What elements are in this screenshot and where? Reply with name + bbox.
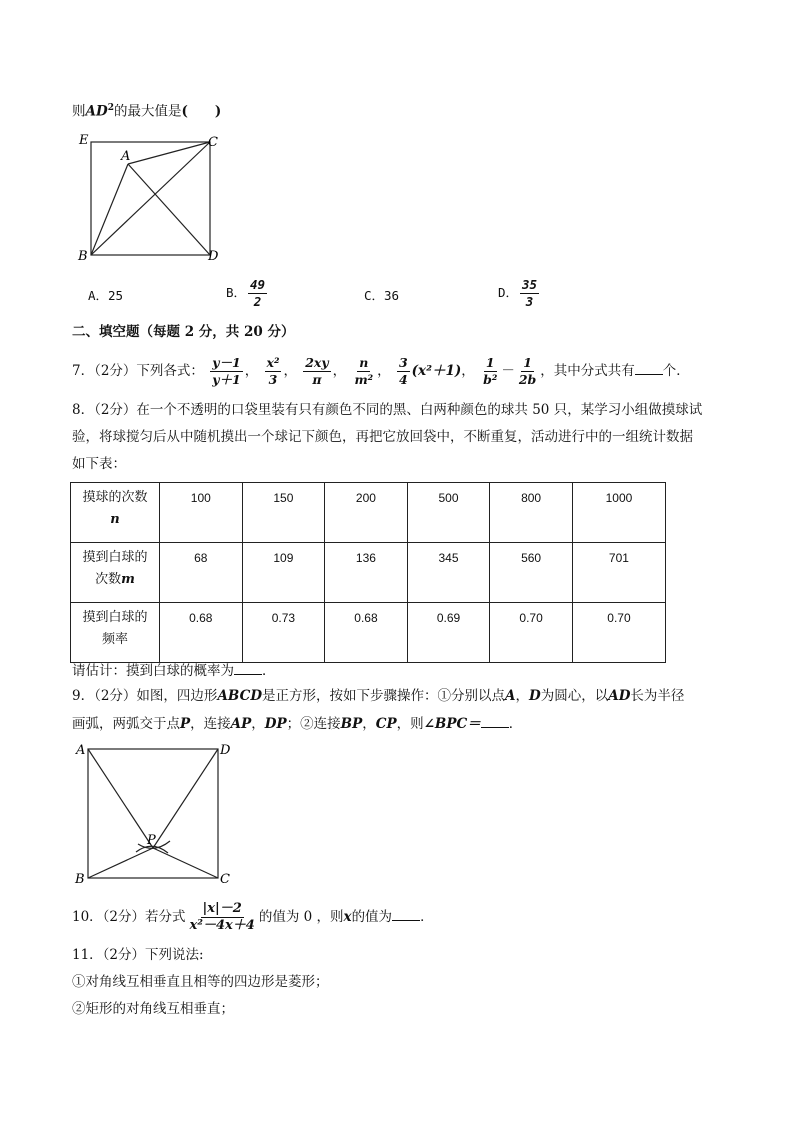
q6-stem-var: AD [85, 103, 108, 120]
table-cell: 150 [242, 483, 325, 543]
q9-line1: 9．（2分）如图，四边形ABCD是正方形，按如下步骤操作：①分别以点A，D为圆心，以AD长为半径 [72, 688, 685, 704]
q6-label-b: B [78, 249, 88, 264]
q7-fraction-1: $\frac{y-1}{y+1}$ [212, 355, 241, 387]
q8-row3-head: 摸到白球的 频率 [71, 603, 160, 663]
q11-item2: ②矩形的对角线互相垂直； [72, 1001, 234, 1017]
q7-fraction-4: $\frac{n}{\text{m²}}$ [354, 355, 374, 387]
q9-answer-blank[interactable] [481, 713, 509, 728]
q6-figure [72, 128, 232, 268]
q6-option-a: A．25 [88, 288, 124, 303]
table-cell: 1000 [572, 483, 665, 543]
q6-option-d: D． $\frac{35}{3}$ [498, 277, 538, 309]
table-cell: 0.69 [407, 603, 490, 663]
q9-label-c: C [220, 872, 230, 886]
q9-label-b: B [75, 872, 85, 886]
q8-answer-blank[interactable] [234, 660, 262, 675]
table-row [71, 543, 666, 603]
q8-row2-head: 摸到白球的 次数m [71, 543, 160, 603]
q9-figure [72, 740, 242, 886]
q9-label-p: P [147, 833, 156, 848]
q9-label-d: D [220, 743, 231, 758]
table-cell: 701 [572, 543, 665, 603]
table-cell: 109 [242, 543, 325, 603]
q11-item1: ①对角线互相垂直且相等的四边形是菱形； [72, 974, 329, 990]
table-cell: 345 [407, 543, 490, 603]
q10-answer-blank[interactable] [392, 906, 420, 921]
table-cell: 0.68 [160, 603, 243, 663]
table-cell: 0.70 [490, 603, 573, 663]
q9-segment-bp [88, 848, 153, 878]
q6-label-e: E [79, 133, 89, 148]
q7-fraction-6a: $\frac{1}{\text{b²}}$ [483, 355, 498, 387]
q8-tail: 请估计：摸到白球的概率为 ． [72, 660, 276, 681]
q6-stem-suffix: 的最大值是 [113, 103, 182, 120]
q8-table [70, 482, 666, 663]
table-cell: 800 [490, 483, 573, 543]
q8-line3: 如下表： [72, 456, 126, 472]
q11-line1: 11．（2分）下列说法: [72, 947, 204, 963]
q6-stem [72, 98, 221, 122]
q7-answer-blank[interactable] [635, 360, 663, 375]
q6-option-c: C．36 [364, 288, 400, 303]
table-cell: 0.70 [572, 603, 665, 663]
q9-segment-ap [88, 749, 153, 848]
table-cell: 500 [407, 483, 490, 543]
table-cell: 0.68 [325, 603, 408, 663]
q6-option-b: B． $\frac{49}{2}$ [226, 277, 266, 309]
q9-label-a: A [76, 743, 86, 758]
q7-fraction-3: $\frac{2xy}{\pi}$ [305, 355, 329, 387]
q6-label-c: C [208, 135, 218, 150]
q9-line2: 画弧，两弧交于点P，连接AP，DP；②连接BP，CP，则∠BPC＝ ． [72, 713, 522, 734]
q7-fraction-2: $\frac{\text{x²}}{3}$ [266, 355, 280, 387]
table-cell: 200 [325, 483, 408, 543]
table-row [71, 603, 666, 663]
q8-line2: 验，将球搅匀后从中随机摸出一个球记下颜色，再把它放回袋中，不断重复，活动进行中的一组统计数据 [72, 429, 693, 445]
section2-title: 二、填空题（每题 2 分，共 20 分） [72, 324, 295, 340]
q6-stem-prefix: 则 [72, 103, 86, 120]
q7-fraction-5: $\frac{3}{4}$ [398, 355, 408, 387]
q7-fraction-6b: $\frac{1}{2b}$ [518, 355, 537, 387]
q9-segment-cp [153, 848, 218, 878]
table-cell: 68 [160, 543, 243, 603]
q8-row1-head: 摸球的次数 n [71, 483, 160, 543]
q6-diagonal-bc [91, 142, 210, 255]
table-row [71, 483, 666, 543]
q7: 7．（2分）下列各式： $\frac{y-1}{y+1}$ ， $\frac{\text{x²}}{3}$ ， $\frac{2xy}{\pi}$ ， $\frac{n}{\text{m²}}$ ， $\frac{3}{4}$ (x²＋1)， $\frac{1}{\text{b²}}$ － $\frac{1}{2b}$ ，其中分式共有 个． [72, 355, 690, 387]
q6-label-a: A [121, 149, 131, 164]
q9-square [88, 749, 218, 878]
q6-segment-ab [91, 164, 128, 255]
q6-label-d: D [208, 249, 219, 264]
q6-stem-paren: ( ) [181, 103, 222, 120]
table-cell: 0.73 [242, 603, 325, 663]
q9-segment-dp [153, 749, 218, 848]
table-cell: 136 [325, 543, 408, 603]
table-cell: 560 [490, 543, 573, 603]
q8-line1: 8．（2分）在一个不透明的口袋里装有只有颜色不同的黑、白两种颜色的球共 50 只，某学习小组做摸球试 [72, 402, 703, 418]
q10-fraction: $\frac{|x|-2}{\text{x²－4x＋4}}$ [189, 901, 255, 933]
q6-stem-sup: 2 [107, 103, 114, 113]
q10: 10．（2分）若分式 $\frac{|x|-2}{\text{x²－4x＋4}}$ 的值为 0 ，则x的值为 ． [72, 901, 434, 933]
table-cell: 100 [160, 483, 243, 543]
q6-segment-ad [128, 164, 210, 255]
